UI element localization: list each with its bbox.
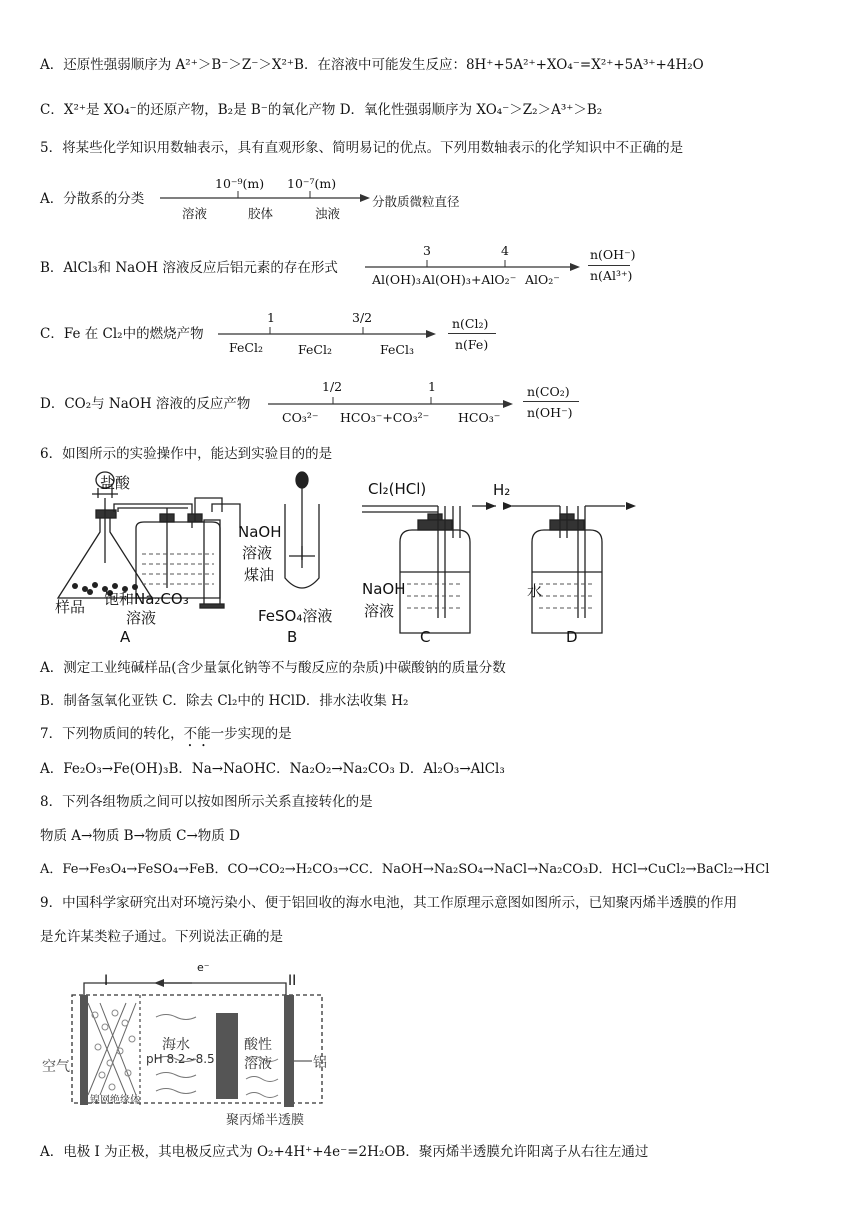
q5-a-region-2: 胶体	[248, 206, 274, 221]
q6-fig-label-a: A	[120, 628, 131, 646]
q5-d-tick-2: 1	[428, 379, 436, 394]
q6-hcl-label: 盐酸	[100, 474, 131, 492]
q6-option-a: A．测定工业纯碱样品(含少量氯化钠等不与酸反应的杂质)中碳酸钠的质量分数	[40, 660, 506, 676]
q5-a-tick-1: 10⁻⁹(m)	[215, 176, 265, 191]
q9-electrode-2-label: II	[288, 973, 297, 989]
q5-c-fraction-bar	[448, 333, 496, 334]
q6-feso4-label: FeSO₄溶液	[258, 607, 333, 625]
q5-option-d-label: D．CO₂与 NaOH 溶液的反应产物	[40, 396, 251, 412]
q7-stem	[40, 724, 292, 750]
q5-option-c-label: C．Fe 在 Cl₂中的燃烧产物	[40, 326, 204, 342]
q6-c-solution-label: 溶液	[364, 602, 395, 620]
q5-d-tick-1: 1/2	[322, 379, 343, 394]
q5-b-denominator: n(Al³⁺)	[590, 268, 633, 283]
q5-option-b-label: B．AlCl₃和 NaOH 溶液反应后铝元素的存在形式	[40, 260, 338, 276]
q5-b-numerator: n(OH⁻)	[590, 247, 636, 262]
q8-stem: 8．下列各组物质之间可以按如图所示关系直接转化的是	[40, 794, 373, 810]
q6-sample-label: 样品	[55, 598, 86, 616]
q5-a-tick-2: 10⁻⁷(m)	[287, 176, 337, 191]
q5-b-tick-2: 4	[501, 243, 509, 258]
q6-fig-label-c: C	[420, 628, 431, 646]
q9-acid-label: 酸性	[244, 1037, 272, 1053]
q5-a-region-3: 浊液	[315, 206, 341, 221]
q9-stem-line2: 是允许某类粒子通过。下列说法正确的是	[40, 929, 283, 945]
q5-c-numerator: n(Cl₂)	[452, 316, 489, 331]
q8-chain: 物质 A→物质 B→物质 C→物质 D	[40, 828, 240, 844]
q9-mesh-label: 镍网绝缘体	[90, 1095, 140, 1106]
q5-c-region-1: FeCl₂	[229, 340, 263, 355]
q5-option-a-label: A．分散系的分类	[40, 191, 145, 207]
q6-water-label: 水	[527, 582, 543, 600]
q5-b-region-2: Al(OH)₃+AlO₂⁻	[422, 272, 517, 287]
q5-c-region-2: FeCl₂	[298, 342, 332, 357]
q5-b-region-1: Al(OH)₃	[372, 272, 421, 287]
q5-d-denominator: n(OH⁻)	[527, 405, 573, 420]
q6-sat-na2co3-label: 饱和Na₂CO₃	[104, 590, 189, 608]
q6-options-bcd: B．制备氢氧化亚铁 C．除去 Cl₂中的 HClD．排水法收集 H₂	[40, 693, 409, 709]
q9-options-ab: A．电极 I 为正极，其电极反应式为 O₂+4H⁺+4e⁻=2H₂OB．聚丙烯半透膜允许阳离子从右往左通过	[40, 1144, 649, 1160]
q9-electrode-1-label: I	[104, 973, 109, 989]
q5-b-fraction-bar	[588, 265, 630, 266]
q6-c-naoh-label: NaOH	[362, 580, 406, 598]
q9-air-label: 空气	[42, 1059, 70, 1075]
q5-c-denominator: n(Fe)	[455, 337, 489, 352]
q4-options-line2: C．X²⁺是 XO₄⁻的还原产物，B₂是 B⁻的氧化产物 D．氧化性强弱顺序为 XO₄⁻＞Z₂＞A³⁺＞B₂	[40, 102, 603, 118]
q5-d-region-3: HCO₃⁻	[458, 410, 501, 425]
q7-stem-suffix: 一步实现的是	[210, 726, 292, 742]
q9-electron-label: e⁻	[197, 961, 210, 974]
q9-stem-line1: 9．中国科学家研究出对环境污染小、便于铝回收的海水电池，其工作原理示意图如图所示，已知聚丙烯半透膜的作用	[40, 895, 738, 911]
q6-naoh-label: NaOH	[238, 523, 282, 541]
q5-d-region-1: CO₃²⁻	[282, 410, 319, 425]
q5-c-tick-1: 1	[267, 310, 275, 325]
q5-c-tick-2: 3/2	[352, 310, 373, 325]
q6-fig-label-b: B	[287, 628, 298, 646]
q7-options: A．Fe₂O₃→Fe(OH)₃B．Na→NaOHC．Na₂O₂→Na₂CO₃ D．Al₂O₃→AlCl₃	[40, 761, 505, 777]
q9-membrane-label: 聚丙烯半透膜	[226, 1113, 305, 1128]
q8-options: A．Fe→Fe₃O₄→FeSO₄→FeB．CO→CO₂→H₂CO₃→CC．NaOH→Na₂SO₄→NaCl→Na₂CO₃D．HCl→CuCl₂→BaCl₂→HCl	[40, 862, 770, 877]
q4-options-line1: A．还原性强弱顺序为 A²⁺＞B⁻＞Z⁻＞X²⁺B．在溶液中可能发生反应：8H⁺+5A²⁺+XO₄⁻=X²⁺+5A³⁺+4H₂O	[40, 57, 704, 73]
q5-c-region-3: FeCl₃	[380, 342, 414, 357]
q5-b-region-3: AlO₂⁻	[525, 272, 560, 287]
q5-b-tick-1: 3	[423, 243, 431, 258]
q6-fig-label-d: D	[566, 628, 578, 646]
q9-aluminum-label: 铝	[313, 1055, 327, 1071]
q5-d-fraction-bar	[523, 401, 579, 402]
q6-solution-label: 溶液	[126, 609, 157, 627]
q6-naoh-solution-label: 溶液	[242, 544, 273, 562]
q7-stem-emphasis: 不能	[183, 726, 211, 742]
q5-a-axis-label: 分散质微粒直径	[372, 194, 460, 209]
q9-seawater-label: 海水	[162, 1037, 190, 1053]
q6-stem: 6．如图所示的实验操作中，能达到实验目的的是	[40, 446, 333, 462]
q9-ph-label: pH 8.2~8.5	[146, 1052, 215, 1066]
q5-a-region-1: 溶液	[182, 206, 208, 221]
q6-h2-label: H₂	[493, 481, 511, 499]
q6-cl2-label: Cl₂(HCl)	[368, 480, 427, 498]
q5-stem: 5．将某些化学知识用数轴表示，具有直观形象、简明易记的优点。下列用数轴表示的化学知识中不正确的是	[40, 140, 684, 156]
q5-d-numerator: n(CO₂)	[527, 384, 570, 399]
q6-oil-label: 煤油	[244, 566, 275, 584]
q9-acid-solution-label: 溶液	[244, 1056, 272, 1072]
q7-stem-prefix: 7．下列物质间的转化，	[40, 726, 184, 742]
q5-d-region-2: HCO₃⁻+CO₃²⁻	[340, 410, 430, 425]
